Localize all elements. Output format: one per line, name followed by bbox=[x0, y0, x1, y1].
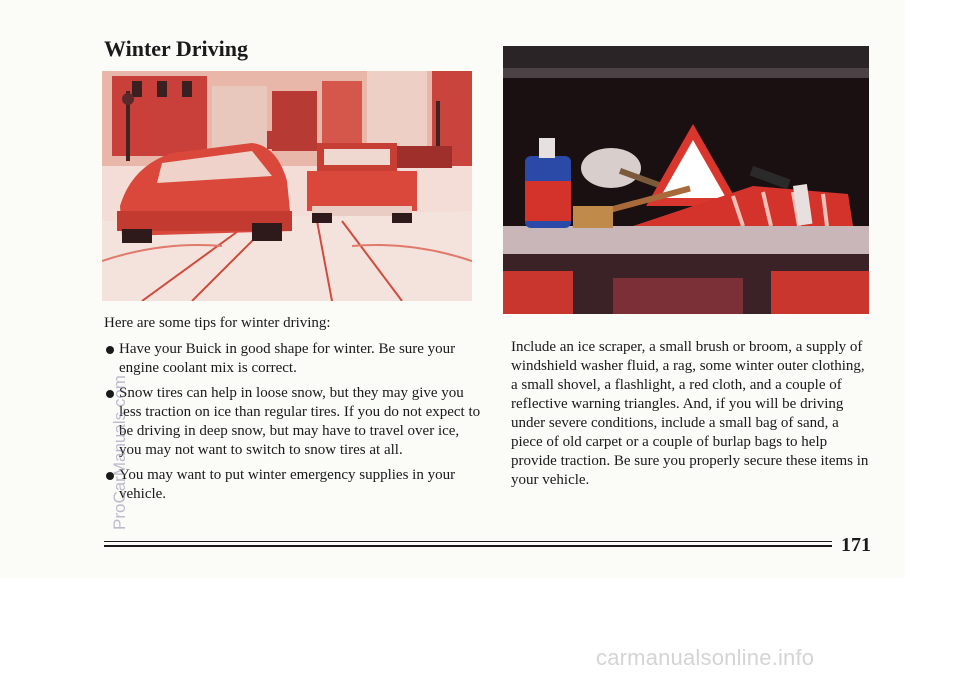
side-watermark-text: ProCarManuals.com bbox=[110, 375, 129, 530]
intro-text: Here are some tips for winter driving: bbox=[104, 315, 331, 331]
bottom-watermark: carmanualsonline.info bbox=[596, 645, 815, 670]
winter-street-illustration bbox=[102, 71, 472, 301]
tip-text: Snow tires can help in loose snow, but they may give you less traction on ice than regular tires. If you do not expect to be driving in deep snow, but may have to travel over ice, you may not want to switch to snow tires at all. bbox=[119, 385, 481, 458]
side-watermark bbox=[106, 150, 129, 540]
tips-list bbox=[104, 340, 484, 510]
list-item bbox=[104, 340, 484, 378]
tip-text: Have your Buick in good shape for winter. Be sure your engine coolant mix is correct. bbox=[119, 341, 456, 376]
page-title: Winter Driving bbox=[104, 36, 249, 61]
footer-rule bbox=[104, 541, 832, 542]
list-item bbox=[104, 466, 484, 504]
supplies-paragraph: Include an ice scraper, a small brush or broom, a supply of windshield washer fluid, a rag, some winter outer clothing, a small shovel, a flashlight, a red cloth, and a couple of reflective warning triangles. And, if you will be driving under severe conditions, include a small bag of sand, a piece of old carpet or a couple of burlap bags to help provide traction. Be sure you properly secure these items in your vehicle. bbox=[511, 339, 869, 488]
list-item bbox=[104, 384, 484, 460]
tip-text: You may want to put winter emergency supplies in your vehicle. bbox=[119, 467, 456, 502]
page-number: 171 bbox=[841, 534, 871, 556]
footer-rule-thick bbox=[104, 545, 832, 547]
trunk-emergency-supplies-photo bbox=[503, 46, 869, 314]
